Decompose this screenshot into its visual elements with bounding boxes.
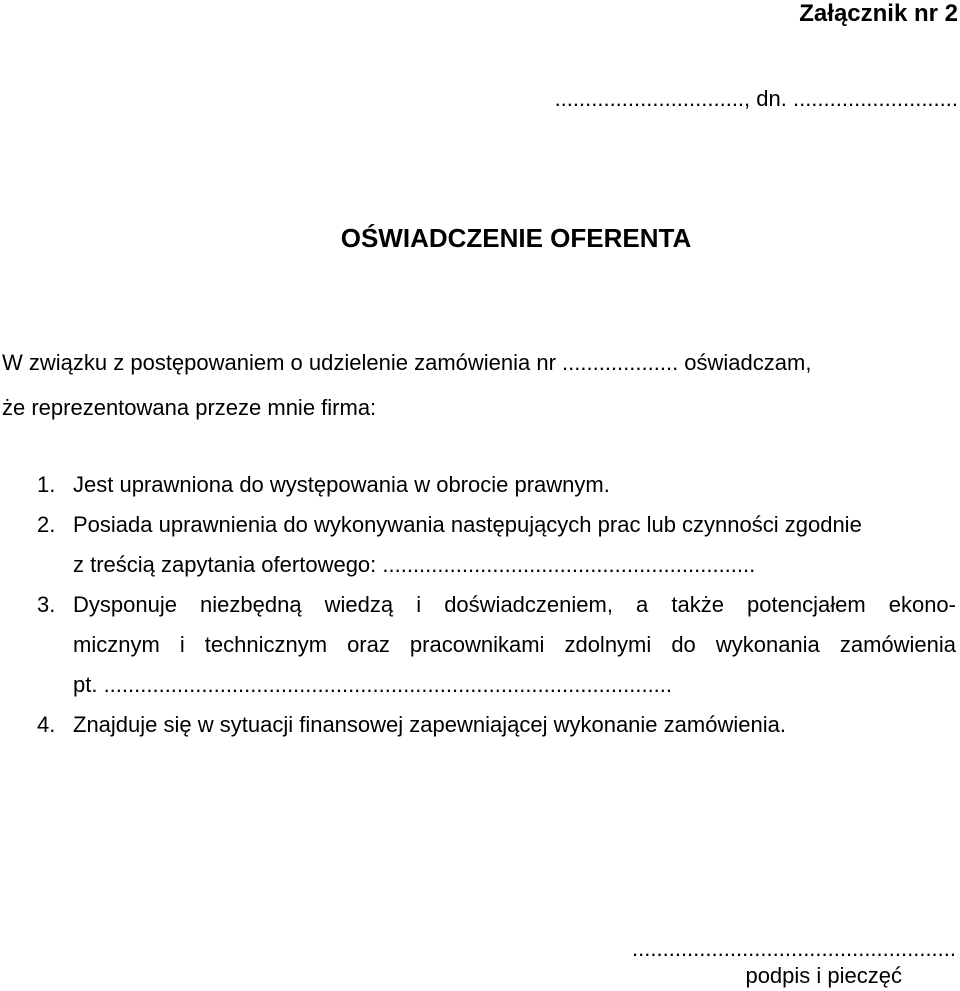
list-item-line: micznym i technicznym oraz pracownikami zdolnymi do wykonania zamówienia (73, 632, 956, 657)
list-item-number: 1. (37, 472, 56, 497)
list-item (0, 465, 956, 505)
list-item-number: 2. (37, 512, 56, 537)
list-item-line: pt. ............................................................................................. (73, 672, 673, 697)
intro-line-1: W związku z postępowaniem o udzielenie zamówienia nr ................... oświadczam, (2, 350, 812, 375)
list-item-line: Posiada uprawnienia do wykonywania następujących prac lub czynności zgodnie (73, 512, 862, 537)
document-title: OŚWIADCZENIE OFERENTA (340, 223, 692, 253)
list-item (0, 505, 956, 585)
list-item-line: Znajduje się w sytuacji finansowej zapewniającej wykonanie zamówienia. (73, 712, 786, 737)
declaration-list (0, 465, 956, 745)
intro-paragraph (2, 340, 952, 430)
signature-line: ..................................................... (632, 936, 956, 961)
list-item-line: z treścią zapytania ofertowego: ............................................................. (73, 552, 756, 577)
list-item-line: Dysponuje niezbędną wiedzą i doświadczeniem, a także potencjałem ekono- (73, 592, 956, 617)
annex-number: Załącznik nr 2 (799, 0, 958, 27)
list-item-number: 3. (37, 592, 56, 617)
place-date-line: ..............................., dn. ........................... (554, 86, 958, 111)
list-item-text (73, 505, 956, 585)
list-item (0, 585, 956, 705)
signature-label: podpis i pieczęć (745, 963, 902, 988)
list-item-text (73, 465, 956, 505)
list-item-line: Jest uprawniona do występowania w obrocie prawnym. (73, 472, 610, 497)
list-item-text (73, 585, 956, 705)
list-item-number: 4. (37, 712, 56, 737)
list-item-text (73, 705, 956, 745)
intro-line-2: że reprezentowana przeze mnie firma: (2, 395, 377, 420)
list-item (0, 705, 956, 745)
